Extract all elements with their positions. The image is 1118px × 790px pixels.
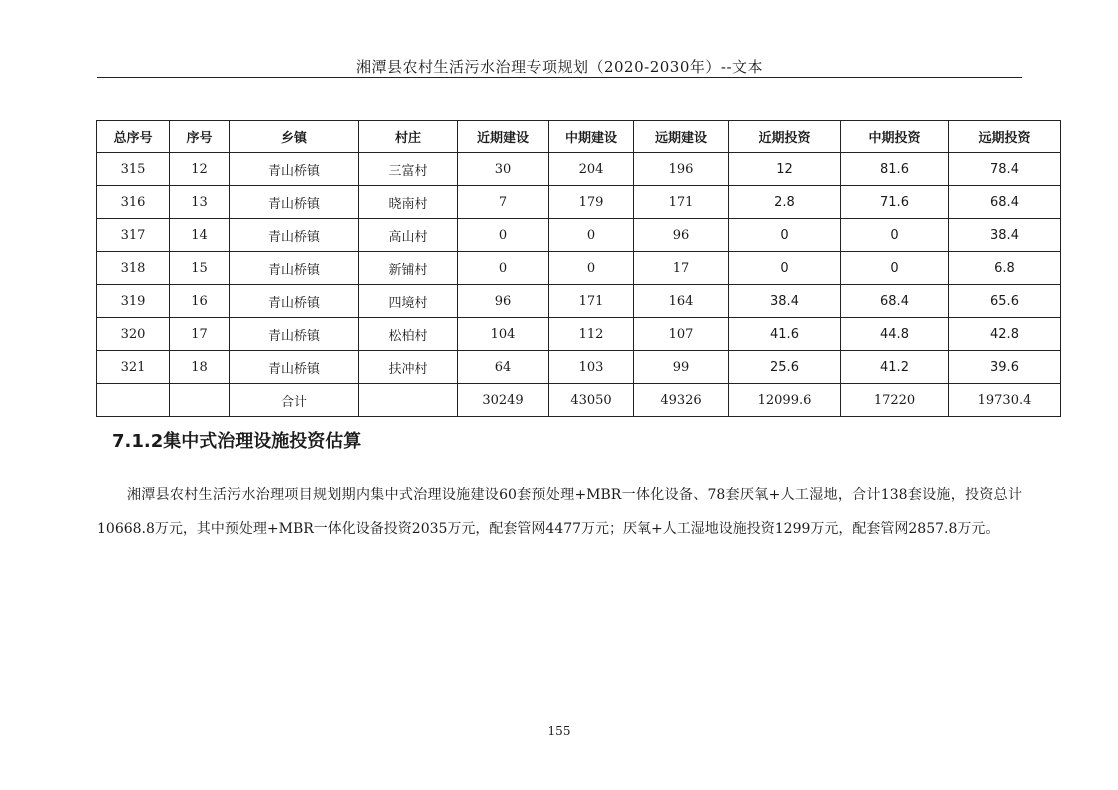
table-cell: 68.4 — [841, 285, 949, 318]
table-cell: 315 — [97, 153, 170, 186]
table-cell: 0 — [549, 252, 634, 285]
table-cell: 107 — [634, 318, 729, 351]
table-cell: 四境村 — [359, 285, 458, 318]
table-cell: 青山桥镇 — [230, 219, 359, 252]
table-cell: 15 — [170, 252, 230, 285]
investment-table — [96, 120, 1061, 417]
total-value: 19730.4 — [949, 384, 1061, 417]
table-total-row — [97, 384, 1061, 417]
table-cell — [170, 384, 230, 417]
table-cell: 16 — [170, 285, 230, 318]
total-value: 12099.6 — [729, 384, 841, 417]
table-cell: 0 — [458, 219, 549, 252]
table-cell: 三富村 — [359, 153, 458, 186]
section-heading: 7.1.2集中式治理设施投资估算 — [112, 431, 362, 452]
table-cell: 扶冲村 — [359, 351, 458, 384]
table-cell: 319 — [97, 285, 170, 318]
table-cell — [359, 384, 458, 417]
table-cell: 164 — [634, 285, 729, 318]
table-cell: 68.4 — [949, 186, 1061, 219]
table-header-row — [97, 121, 1061, 153]
table-row — [97, 351, 1061, 384]
column-header: 总序号 — [97, 121, 170, 153]
table-cell: 320 — [97, 318, 170, 351]
column-header: 近期投资 — [729, 121, 841, 153]
table-cell: 38.4 — [729, 285, 841, 318]
table-cell: 317 — [97, 219, 170, 252]
table-cell: 松柏村 — [359, 318, 458, 351]
table-cell — [97, 384, 170, 417]
table-cell: 12 — [729, 153, 841, 186]
table-cell: 13 — [170, 186, 230, 219]
table-cell: 青山桥镇 — [230, 186, 359, 219]
table-cell: 96 — [458, 285, 549, 318]
table-cell: 38.4 — [949, 219, 1061, 252]
table-row — [97, 285, 1061, 318]
table-cell: 0 — [729, 219, 841, 252]
table-cell: 0 — [458, 252, 549, 285]
total-value: 49326 — [634, 384, 729, 417]
table-cell: 65.6 — [949, 285, 1061, 318]
table-cell: 64 — [458, 351, 549, 384]
column-header: 乡镇 — [230, 121, 359, 153]
total-value: 17220 — [841, 384, 949, 417]
table-cell: 14 — [170, 219, 230, 252]
table-cell: 0 — [841, 219, 949, 252]
table-cell: 青山桥镇 — [230, 252, 359, 285]
table-row — [97, 186, 1061, 219]
table-cell: 196 — [634, 153, 729, 186]
table-cell: 18 — [170, 351, 230, 384]
table-cell: 41.6 — [729, 318, 841, 351]
column-header: 近期建设 — [458, 121, 549, 153]
table-cell: 17 — [634, 252, 729, 285]
table-cell: 17 — [170, 318, 230, 351]
table-cell: 99 — [634, 351, 729, 384]
table-cell: 81.6 — [841, 153, 949, 186]
table-cell: 171 — [634, 186, 729, 219]
table-row — [97, 219, 1061, 252]
column-header: 远期投资 — [949, 121, 1061, 153]
table-cell: 318 — [97, 252, 170, 285]
header-divider — [97, 77, 1022, 78]
table-cell: 321 — [97, 351, 170, 384]
column-header: 中期建设 — [549, 121, 634, 153]
table-cell: 2.8 — [729, 186, 841, 219]
table-row — [97, 318, 1061, 351]
table-cell: 171 — [549, 285, 634, 318]
column-header: 远期建设 — [634, 121, 729, 153]
table-cell: 71.6 — [841, 186, 949, 219]
table-cell: 78.4 — [949, 153, 1061, 186]
table-cell: 青山桥镇 — [230, 318, 359, 351]
table-row — [97, 153, 1061, 186]
table-cell: 44.8 — [841, 318, 949, 351]
table-cell: 41.2 — [841, 351, 949, 384]
table-cell: 青山桥镇 — [230, 153, 359, 186]
table-cell: 新铺村 — [359, 252, 458, 285]
column-header: 中期投资 — [841, 121, 949, 153]
column-header: 序号 — [170, 121, 230, 153]
table-row — [97, 252, 1061, 285]
document-header-title: 湘潭县农村生活污水治理专项规划（2020-2030年）--文本 — [355, 58, 764, 76]
column-header: 村庄 — [359, 121, 458, 153]
table-cell: 25.6 — [729, 351, 841, 384]
table-cell: 96 — [634, 219, 729, 252]
table-cell: 39.6 — [949, 351, 1061, 384]
table-cell: 112 — [549, 318, 634, 351]
table-cell: 316 — [97, 186, 170, 219]
table-cell: 103 — [549, 351, 634, 384]
table-cell: 晓南村 — [359, 186, 458, 219]
table-cell: 0 — [841, 252, 949, 285]
table-cell: 204 — [549, 153, 634, 186]
table-cell: 青山桥镇 — [230, 351, 359, 384]
table-cell: 179 — [549, 186, 634, 219]
table-cell: 0 — [549, 219, 634, 252]
body-paragraph: 湘潭县农村生活污水治理项目规划期内集中式治理设施建设60套预处理+MBR一体化设备、78套厌氧+人工湿地，合计138套设施，投资总计10668.8万元，其中预处理+MBR一体化设备投资2035万元，配套管网4477万元；厌氧+人工湿地设施投资1299万元，配套管网2857.8万元。 — [97, 487, 1022, 537]
table-cell: 104 — [458, 318, 549, 351]
table-cell: 高山村 — [359, 219, 458, 252]
total-value: 30249 — [458, 384, 549, 417]
table-cell: 30 — [458, 153, 549, 186]
total-value: 43050 — [549, 384, 634, 417]
table-cell: 12 — [170, 153, 230, 186]
total-label: 合计 — [230, 384, 359, 417]
table-cell: 青山桥镇 — [230, 285, 359, 318]
table-cell: 6.8 — [949, 252, 1061, 285]
table-cell: 7 — [458, 186, 549, 219]
page-number: 155 — [547, 724, 571, 738]
table-cell: 0 — [729, 252, 841, 285]
table-cell: 42.8 — [949, 318, 1061, 351]
